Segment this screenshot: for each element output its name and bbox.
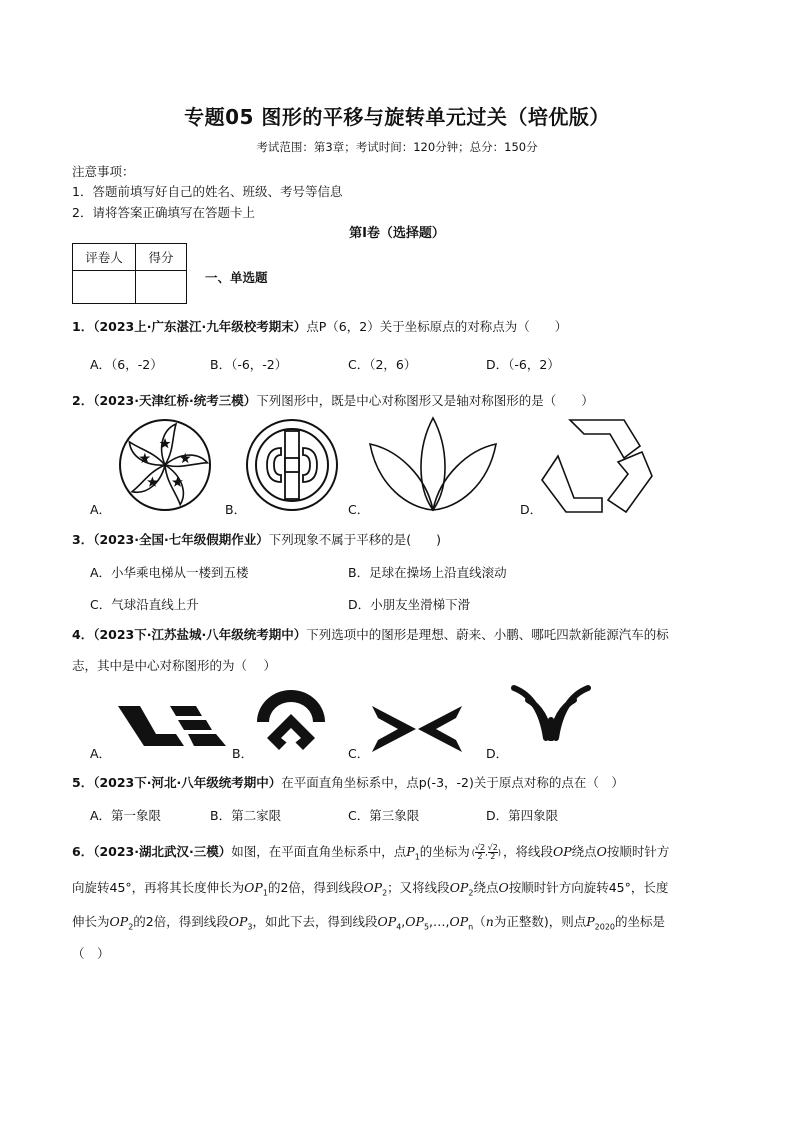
notes-heading: 注意事项： bbox=[72, 164, 135, 179]
grader-cell[interactable] bbox=[73, 271, 136, 304]
question-6-line-4: （ ） bbox=[72, 946, 110, 961]
page-title: 专题05 图形的平移与旋转单元过关（培优版） bbox=[184, 105, 610, 129]
fraction-denominator: 2 bbox=[477, 852, 483, 861]
math-var: OP bbox=[363, 880, 383, 895]
text: 按顺时针方 bbox=[606, 844, 670, 859]
grader-table bbox=[72, 243, 187, 304]
question-6-line-2 bbox=[72, 878, 668, 898]
math-var: OP bbox=[109, 914, 129, 929]
option-d[interactable]: D． bbox=[520, 502, 543, 517]
question-number: 2． bbox=[72, 393, 94, 408]
coord-fraction: ( $\frac{√2}{2}$ , $\frac{√2}{2}$ ) bbox=[471, 843, 501, 861]
li-auto-logo-figure bbox=[116, 704, 230, 748]
subscript: 2020 bbox=[594, 922, 615, 932]
section-title: 一、单选题 bbox=[205, 270, 268, 285]
question-3 bbox=[72, 530, 441, 548]
question-6-line-1 bbox=[72, 842, 669, 862]
question-source: （2023上·广东湛江·九年级校考期末） bbox=[93, 319, 307, 334]
text: 绕点 bbox=[571, 844, 597, 859]
question-source: （2023·湖北武汉·三模） bbox=[93, 844, 232, 859]
coin-emblem-figure bbox=[245, 418, 339, 512]
subscript: 2 bbox=[128, 922, 134, 932]
text: 的坐标为 bbox=[419, 844, 470, 859]
math-var: OP bbox=[449, 914, 469, 929]
lotus-figure bbox=[368, 416, 498, 512]
grader-header: 评卷人 bbox=[73, 244, 136, 271]
math-var: OP bbox=[244, 880, 263, 895]
subscript: 3 bbox=[247, 922, 253, 932]
text: ，如此下去，得到线段 bbox=[252, 914, 378, 929]
option-a[interactable]: A．第一象限 bbox=[90, 808, 162, 823]
fraction-numerator: √2 bbox=[474, 843, 486, 852]
option-b[interactable]: B． bbox=[232, 746, 254, 761]
option-b[interactable]: B．足球在操场上沿直线滚动 bbox=[348, 565, 507, 580]
question-stem: 下列现象不属于平移的是( ) bbox=[268, 532, 442, 547]
math-var: OP bbox=[449, 880, 469, 895]
option-b[interactable]: B．（-6，-2） bbox=[210, 357, 288, 372]
subscript: 1 bbox=[414, 852, 420, 862]
option-c[interactable]: C． bbox=[348, 746, 370, 761]
option-d[interactable]: D．第四象限 bbox=[486, 808, 559, 823]
question-stem: 点P（6，2）关于坐标原点的对称点为（ ） bbox=[306, 319, 568, 334]
text: ，将线段 bbox=[502, 844, 553, 859]
text: 按顺时针方向旋转45°，长度 bbox=[508, 880, 669, 895]
question-4-line-2: 志，其中是中心对称图形的为（ ） bbox=[72, 658, 276, 673]
math-var: OP bbox=[228, 914, 248, 929]
math-var: OP bbox=[405, 914, 424, 929]
option-c[interactable]: C．（2，6） bbox=[348, 357, 417, 372]
option-a[interactable]: A．小华乘电梯从一楼到五楼 bbox=[90, 565, 249, 580]
question-4 bbox=[72, 625, 669, 643]
text: ；又将线段 bbox=[387, 880, 450, 895]
question-1 bbox=[72, 317, 567, 335]
score-cell[interactable] bbox=[136, 271, 187, 304]
subscript: 4 bbox=[396, 922, 402, 932]
option-b[interactable]: B．第二家限 bbox=[210, 808, 282, 823]
math-var: O bbox=[498, 880, 509, 895]
math-var: OP bbox=[377, 914, 397, 929]
note-item: 1．答题前填写好自己的姓名、班级、考号等信息 bbox=[72, 184, 343, 199]
option-a[interactable]: A．（6，-2） bbox=[90, 357, 163, 372]
subscript: n bbox=[468, 922, 474, 932]
text: ,…, bbox=[429, 914, 450, 929]
text: 绕点 bbox=[473, 880, 499, 895]
question-source: （2023·全国·七年级假期作业） bbox=[93, 532, 269, 547]
math-var: O bbox=[596, 844, 607, 859]
math-var: P bbox=[406, 844, 415, 859]
subscript: 2 bbox=[382, 888, 388, 898]
subscript: 5 bbox=[423, 922, 430, 932]
fraction-denominator: 2 bbox=[490, 852, 496, 861]
text: 伸长为 bbox=[72, 914, 110, 929]
question-5 bbox=[72, 773, 624, 791]
question-number: 1． bbox=[72, 319, 94, 334]
question-stem: 下列选项中的图形是理想、蔚来、小鹏、哪吒四款新能源汽车的标 bbox=[306, 627, 669, 642]
option-d[interactable]: D． bbox=[486, 746, 509, 761]
option-c[interactable]: C．气球沿直线上升 bbox=[90, 597, 199, 612]
text: 如图，在平面直角坐标系中，点 bbox=[231, 844, 407, 859]
question-6-line-3: 伸长为$OP_2$的2倍，得到线段$OP_3$，如此下去，得到线段$OP_4,OP_5,\dots,OP_n(n$为正整数)，则点$P_{2020}$的坐标是 bbox=[72, 914, 666, 932]
text: 为正整数)，则点 bbox=[493, 914, 587, 929]
math-var: n bbox=[485, 914, 494, 929]
question-2 bbox=[72, 391, 594, 409]
option-d[interactable]: D．（-6，2） bbox=[486, 357, 560, 372]
option-c[interactable]: C． bbox=[348, 502, 370, 517]
hk-emblem-figure bbox=[118, 418, 212, 512]
text: 的2倍，得到线段 bbox=[267, 880, 364, 895]
recycle-hexagon-figure bbox=[540, 418, 654, 514]
note-item: 2．请将答案正确填写在答题卡上 bbox=[72, 205, 255, 220]
subscript: 1 bbox=[262, 888, 268, 898]
option-c[interactable]: C．第三象限 bbox=[348, 808, 420, 823]
question-source: （2023·天津红桥·统考三模） bbox=[93, 393, 257, 408]
volume-title: 第I卷（选择题） bbox=[349, 226, 445, 241]
question-stem: 在平面直角坐标系中，点p(-3，-2)关于原点对称的点在（ ） bbox=[281, 775, 624, 790]
question-number: 5． bbox=[72, 775, 94, 790]
neta-logo-figure bbox=[510, 684, 592, 740]
text: 的坐标是 bbox=[615, 914, 666, 929]
nio-logo-figure bbox=[255, 688, 327, 752]
math-var: P bbox=[586, 914, 595, 929]
option-d[interactable]: D．小朋友坐滑梯下滑 bbox=[348, 597, 471, 612]
question-source: （2023下·河北·八年级统考期中） bbox=[93, 775, 282, 790]
option-a[interactable]: A． bbox=[90, 746, 112, 761]
question-stem: 下列图形中，既是中心对称图形又是轴对称图形的是（ ） bbox=[256, 393, 594, 408]
question-number: 4． bbox=[72, 627, 94, 642]
fraction-numerator: √2 bbox=[487, 843, 498, 852]
text: 向旋转45°，再将其长度伸长为 bbox=[72, 880, 245, 895]
exam-info: 考试范围：第3章；考试时间：120分钟；总分：150分 bbox=[256, 140, 538, 154]
score-header: 得分 bbox=[136, 244, 187, 271]
option-b[interactable]: B． bbox=[225, 502, 247, 517]
text: 的2倍，得到线段 bbox=[133, 914, 229, 929]
xpeng-logo-figure bbox=[370, 704, 464, 754]
math-var: OP bbox=[552, 844, 572, 859]
question-number: 3． bbox=[72, 532, 94, 547]
question-number: 6． bbox=[72, 844, 94, 859]
text: （ bbox=[473, 914, 486, 929]
subscript: 2 bbox=[468, 888, 474, 898]
option-a[interactable]: A． bbox=[90, 502, 112, 517]
question-source: （2023下·江苏盐城·八年级统考期中） bbox=[93, 627, 307, 642]
